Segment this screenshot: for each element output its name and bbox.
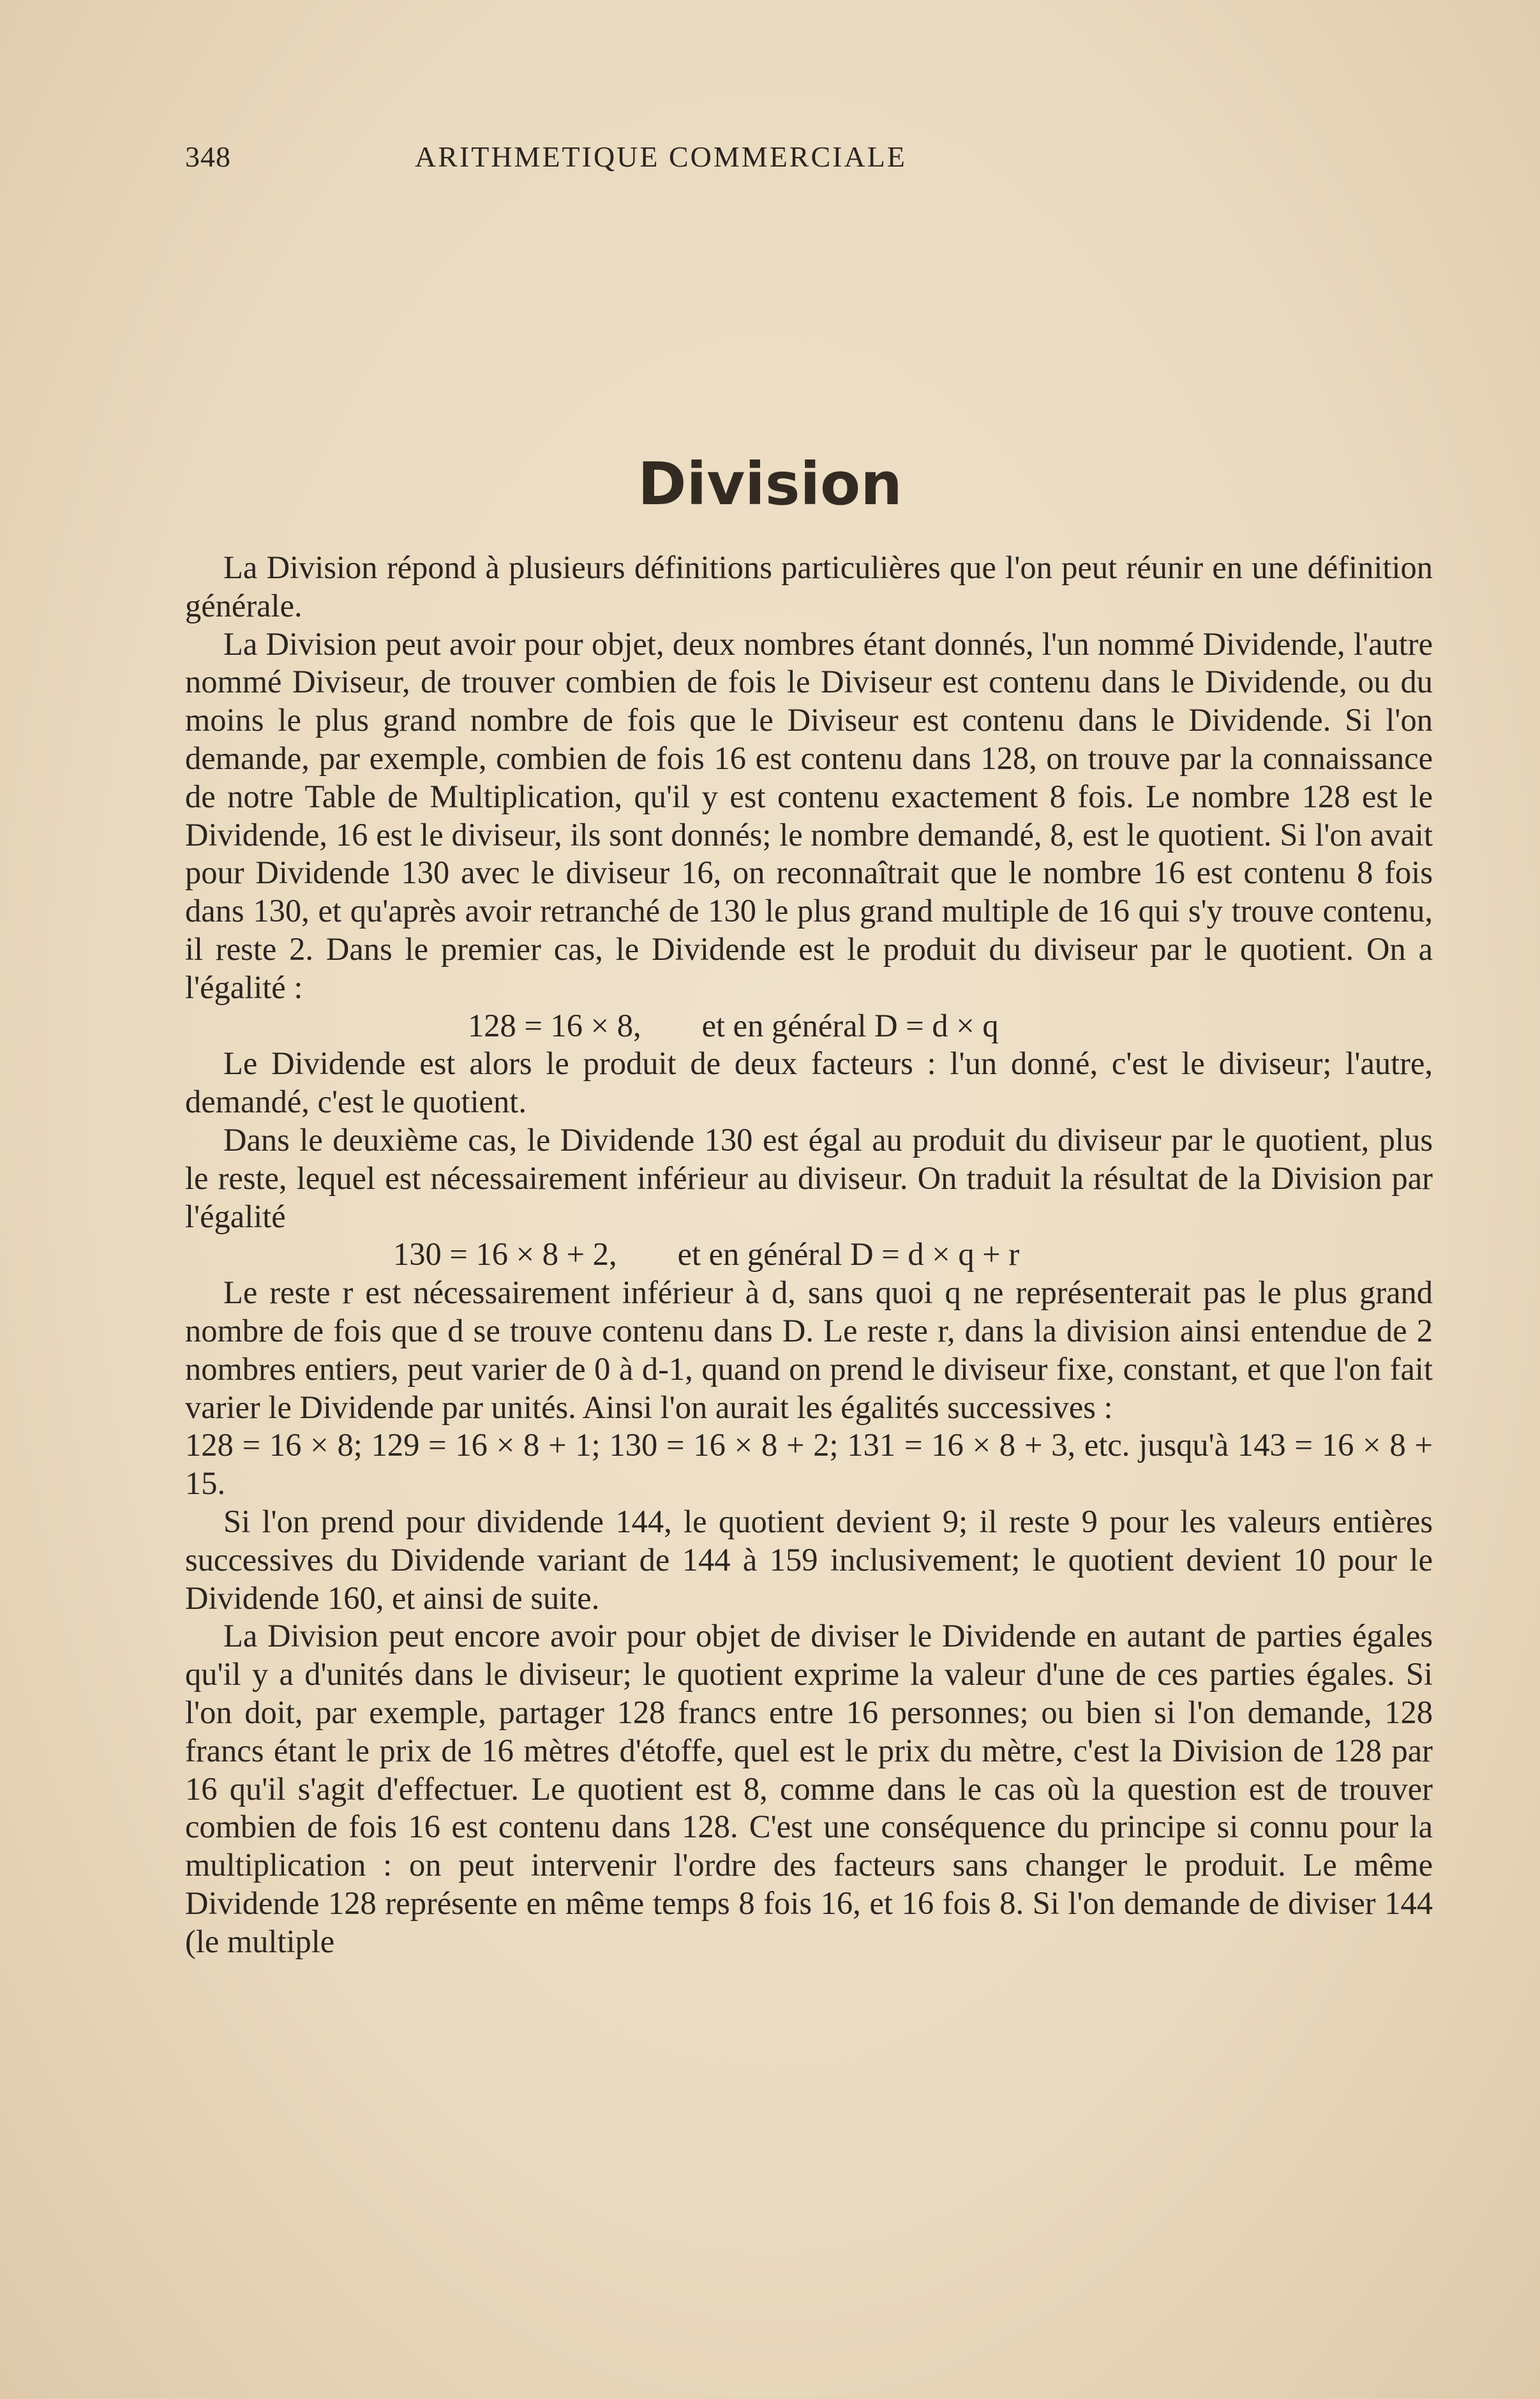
formula-line <box>185 1236 1433 1274</box>
formula-general: et en général D = d × q + r <box>677 1236 1020 1273</box>
successive-equalities: 128 = 16 × 8; 129 = 16 × 8 + 1; 130 = 16 × 8 + 2; 131 = 16 × 8 + 3, etc. jusqu'à 143 = 16 × 8 + 15. <box>185 1427 1433 1502</box>
formula-general: et en général D = d × q <box>701 1007 999 1043</box>
body-text <box>185 549 1433 1961</box>
formula-specific: 128 = 16 × 8, <box>468 1007 641 1043</box>
paragraph: Dans le deuxième cas, le Dividende 130 est égal au produit du diviseur par le quotient, plus le reste, lequel est nécessairement inférieur au diviseur. On traduit la résultat de la Division par l'égalité <box>185 1121 1433 1234</box>
paragraph: Le Dividende est alors le produit de deux facteurs : l'un donné, c'est le diviseur; l'autre, demandé, c'est le quotient. <box>185 1045 1433 1120</box>
paragraph: La Division peut avoir pour objet, deux nombres étant donnés, l'un nommé Dividende, l'autre nommé Diviseur, de trouver combien de fois le Diviseur est contenu dans le Dividende, ou du moins le plus grand nombre de fois que le Diviseur est contenu dans le Dividende. Si l'on demande, par exemple, combien de fois 16 est contenu dans 128, on trouve par la connaissance de notre Table de Multiplication, qu'il y est contenu exactement 8 fois. Le nombre 128 est le Dividende, 16 est le diviseur, ils sont donnés; le nombre demandé, 8, est le quotient. Si l'on avait pour Dividende 130 avec le diviseur 16, on reconnaîtrait que le nombre 16 est contenu 8 fois dans 130, et qu'après avoir retranché de 130 le plus grand multiple de 16 qui s'y trouve contenu, il reste 2. Dans le premier cas, le Dividende est le produit du diviseur par le quotient. On a l'égalité : <box>185 625 1433 1005</box>
paragraph: La Division peut encore avoir pour objet de diviser le Dividende en autant de parties égales qu'il y a d'unités dans le diviseur; le quotient exprime la valeur d'une de ces parties égales. Si l'on doit, par exemple, partager 128 francs entre 16 personnes; ou bien si l'on demande, 128 francs étant le prix de 16 mètres d'étoffe, quel est le prix du mètre, c'est la Division de 128 par 16 qu'il s'agit d'effectuer. Le quotient est 8, comme dans le cas où la question est de trouver combien de fois 16 est contenu dans 128. C'est une conséquence du principe si connu pour la multiplication : on peut intervenir l'ordre des facteurs sans changer le produit. Le même Dividende 128 représente en même temps 8 fois 16, et 16 fois 8. Si l'on demande de diviser 144 (le multiple <box>185 1618 1433 1959</box>
formula-specific: 130 = 16 × 8 + 2, <box>393 1236 617 1273</box>
section-title: Division <box>638 450 902 518</box>
page-header <box>185 137 1091 176</box>
paragraph: La Division répond à plusieurs définitions particulières que l'on peut réunir en une définition générale. <box>185 549 1433 624</box>
page-number: 348 <box>185 140 231 173</box>
formula-line <box>185 1007 1433 1045</box>
paragraph: Le reste r est nécessairement inférieur à d, sans quoi q ne représenterait pas le plus grand nombre de fois que d se trouve contenu dans D. Le reste r, dans la division ainsi entendue de 2 nombres entiers, peut varier de 0 à d-1, quand on prend le diviseur fixe, constant, et que l'on fait varier le Dividende par unités. Ainsi l'on aurait les égalités successives : <box>185 1274 1433 1425</box>
running-title: ARITHMETIQUE COMMERCIALE <box>415 140 907 173</box>
paragraph: Si l'on prend pour dividende 144, le quotient devient 9; il reste 9 pour les valeurs entières successives du Dividende variant de 144 à 159 inclusivement; le quotient devient 10 pour le Dividende 160, et ainsi de suite. <box>185 1503 1433 1616</box>
